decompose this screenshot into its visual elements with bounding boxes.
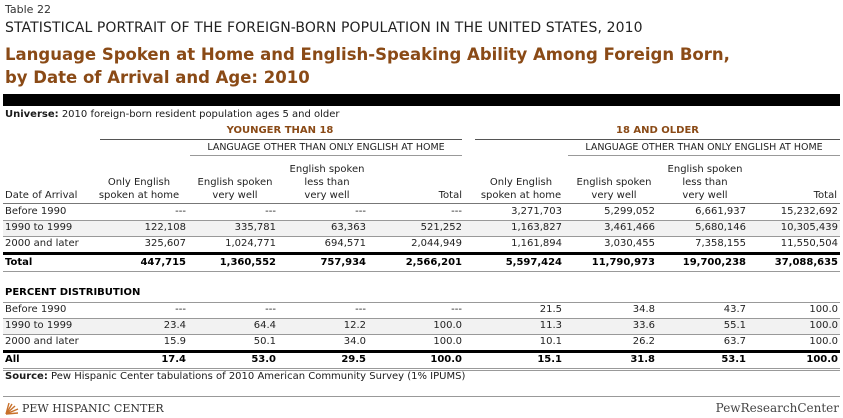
pew-hispanic-name: PEW HISPANIC CENTER: [22, 401, 164, 415]
table-cell: 1,360,552: [219, 257, 276, 268]
table-cell: ---: [265, 206, 276, 217]
subgroup-rule: [190, 155, 462, 156]
table-cell: 521,252: [420, 222, 462, 233]
table-cell: 2,044,949: [411, 238, 462, 249]
table-cell: ---: [175, 206, 186, 217]
row-divider: [3, 271, 840, 272]
row-divider: [3, 252, 840, 255]
table-cell: 3,461,466: [604, 222, 655, 233]
group-rule: [100, 139, 462, 140]
table-cell: 100.0: [433, 320, 462, 331]
table-cell: 15.9: [163, 336, 186, 347]
table-cell: 7,358,155: [695, 238, 746, 249]
table-cell: 100.0: [806, 354, 838, 365]
col-less-than: English spoken less than very well: [289, 164, 365, 201]
table-cell: ---: [355, 206, 366, 217]
table-cell: 10.1: [539, 336, 562, 347]
table-cell: 100.0: [809, 320, 838, 331]
table-cell: 6,661,937: [695, 206, 746, 217]
table-cell: 335,781: [234, 222, 276, 233]
table-cell: 1,163,827: [511, 222, 562, 233]
pew-research-logo: PewResearchCenter: [715, 401, 839, 415]
table-cell: 11,790,973: [591, 257, 655, 268]
row-label: Before 1990: [5, 304, 67, 315]
table-cell: 43.7: [723, 304, 746, 315]
table-cell: 21.5: [539, 304, 562, 315]
table-cell: 29.5: [341, 354, 366, 365]
header-bar: [3, 94, 840, 106]
row-label: Before 1990: [5, 206, 67, 217]
table-cell: ---: [451, 206, 462, 217]
table-cell: 23.4: [163, 320, 186, 331]
table-title-line1: Language Spoken at Home and English-Speaking Ability Among Foreign Born,: [5, 45, 730, 64]
table-cell: 63,363: [331, 222, 366, 233]
table-cell: 1,024,771: [225, 238, 276, 249]
table-cell: 15,232,692: [780, 206, 838, 217]
row-label: 2000 and later: [5, 336, 79, 347]
table-cell: 34.0: [343, 336, 366, 347]
source-text: Pew Hispanic Center tabulations of 2010 American Community Survey (1% IPUMS): [47, 371, 466, 382]
col-total: Total: [438, 190, 462, 201]
subgroup-younger: LANGUAGE OTHER THAN ONLY ENGLISH AT HOME: [207, 142, 445, 153]
table-cell: 694,571: [324, 238, 366, 249]
table-cell: 63.7: [723, 336, 746, 347]
table-cell: 2,566,201: [405, 257, 462, 268]
table-cell: 19,700,238: [682, 257, 746, 268]
table-cell: 26.2: [632, 336, 655, 347]
group-rule: [475, 139, 840, 140]
table-cell: 34.8: [632, 304, 655, 315]
source-label: Source:: [5, 371, 48, 382]
table-cell: 1,161,894: [511, 238, 562, 249]
col-only-english: Only English spoken at home: [480, 177, 562, 201]
row-label: 1990 to 1999: [5, 222, 73, 233]
table-cell: 10,305,439: [780, 222, 838, 233]
universe-label: Universe:: [5, 109, 59, 120]
table-cell: 15.1: [537, 354, 562, 365]
col-only-english: Only English spoken at home: [98, 177, 180, 201]
group-younger: YOUNGER THAN 18: [226, 125, 334, 136]
table-cell: 757,934: [320, 257, 366, 268]
report-title: STATISTICAL PORTRAIT OF THE FOREIGN-BORN POPULATION IN THE UNITED STATES, 2010: [5, 20, 643, 36]
row-divider: [3, 396, 840, 397]
universe-text: 2010 foreign-born resident population ages 5 and older: [58, 109, 340, 120]
table-cell: 325,607: [144, 238, 186, 249]
sunburst-logo-icon: [5, 401, 19, 415]
table-cell: 5,597,424: [505, 257, 562, 268]
table-cell: ---: [265, 304, 276, 315]
table-cell: 64.4: [253, 320, 276, 331]
row-label: 1990 to 1999: [5, 320, 73, 331]
table-cell: 33.6: [632, 320, 655, 331]
col-total: Total: [813, 190, 837, 201]
table-cell: 55.1: [723, 320, 746, 331]
table-cell: 17.4: [161, 354, 186, 365]
col-very-well: English spoken very well: [197, 177, 273, 201]
pew-hispanic-logo: [5, 401, 164, 415]
source-note: [5, 371, 465, 382]
table-cell: ---: [175, 304, 186, 315]
table-cell: 100.0: [433, 336, 462, 347]
subgroup-rule: [568, 155, 840, 156]
table-number: Table 22: [5, 3, 51, 16]
col-very-well: English spoken very well: [576, 177, 652, 201]
table-cell: 50.1: [253, 336, 276, 347]
subgroup-older: LANGUAGE OTHER THAN ONLY ENGLISH AT HOME: [585, 142, 823, 153]
table-cell: ---: [451, 304, 462, 315]
row-divider: [3, 368, 840, 369]
table-cell: 11.3: [539, 320, 562, 331]
table-cell: 12.2: [343, 320, 366, 331]
row-label: 2000 and later: [5, 238, 79, 249]
table-title-line2: by Date of Arrival and Age: 2010: [5, 68, 310, 87]
col-less-than: English spoken less than very well: [667, 164, 743, 201]
table-cell: 31.8: [630, 354, 655, 365]
table-cell: 5,680,146: [695, 222, 746, 233]
table-cell: 100.0: [430, 354, 462, 365]
header-rule: [3, 203, 840, 204]
table-cell: 37,088,635: [774, 257, 838, 268]
table-title: [5, 43, 730, 89]
table-cell: 3,271,703: [511, 206, 562, 217]
row-label: All: [5, 354, 20, 365]
table-cell: 3,030,455: [604, 238, 655, 249]
table-cell: 11,550,504: [780, 238, 838, 249]
table-cell: 53.0: [251, 354, 276, 365]
table-cell: 122,108: [144, 222, 186, 233]
col-date-of-arrival: Date of Arrival: [5, 190, 78, 201]
table-cell: 5,299,052: [604, 206, 655, 217]
percent-distribution-heading: PERCENT DISTRIBUTION: [5, 287, 141, 298]
table-cell: ---: [355, 304, 366, 315]
table-cell: 53.1: [721, 354, 746, 365]
table-cell: 447,715: [140, 257, 186, 268]
table-cell: 100.0: [809, 304, 838, 315]
universe-note: [5, 109, 340, 120]
table-cell: 100.0: [809, 336, 838, 347]
row-label: Total: [5, 257, 33, 268]
group-older: 18 AND OLDER: [616, 125, 699, 136]
